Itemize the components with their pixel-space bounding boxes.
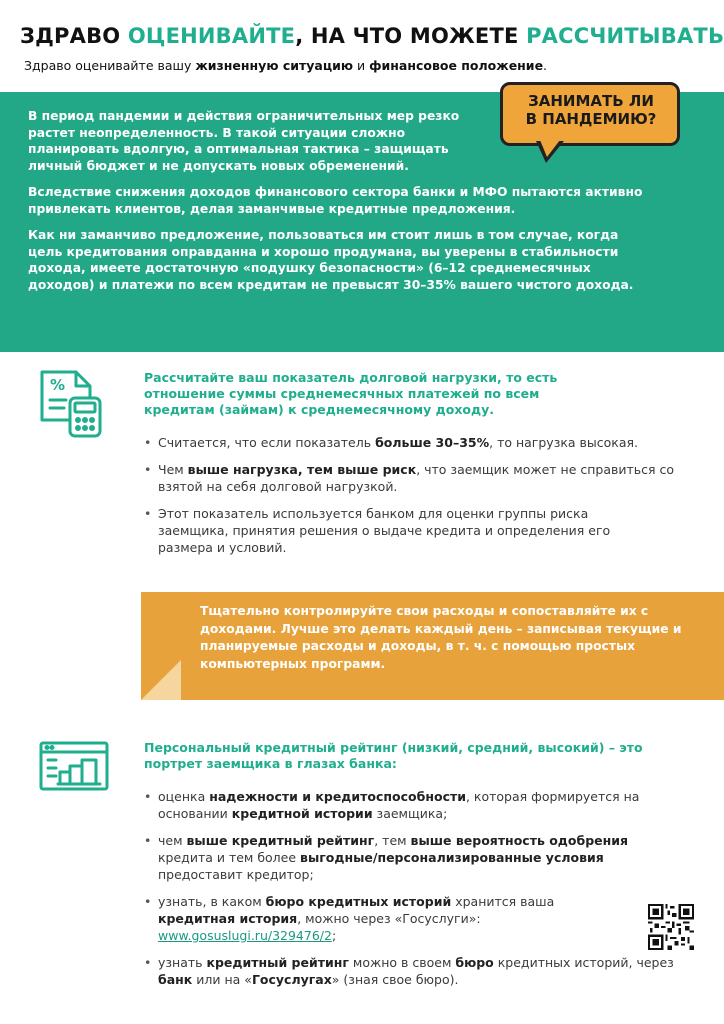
bullet-bold: выше кредитный рейтинг — [186, 833, 375, 848]
debt-bullet-list — [144, 434, 684, 566]
bullet-text: , что заемщик может не справиться со взятой на себя долговой нагрузкой. — [158, 462, 675, 494]
bullet-text: заемщика; — [372, 806, 448, 821]
subtitle-text: Здраво оценивайте вашу — [24, 58, 196, 73]
subtitle-bold: жизненную ситуацию — [195, 58, 354, 73]
svg-text:%: % — [50, 376, 66, 394]
speech-bubble-text — [506, 92, 676, 128]
bullet-bold: больше 30–35% — [375, 435, 490, 450]
bullet-bold: банк — [158, 972, 193, 987]
title-accent: ОЦЕНИВАЙТЕ — [127, 24, 296, 48]
bullet-bold: надежности и кредитоспособности — [209, 789, 466, 804]
rating-bullet-list — [144, 788, 684, 998]
bullet-bold: выгодные/персонализированные условия — [300, 850, 604, 865]
bullet-text: узнать, в каком — [158, 894, 266, 909]
bullet-bold: бюро кредитных историй — [265, 894, 452, 909]
bullet-text: чем — [158, 833, 187, 848]
title-part: , НА ЧТО МОЖЕТЕ — [295, 24, 527, 48]
bullet-bold: Госуслугах — [251, 972, 332, 987]
bullet-text: » (зная свое бюро). — [331, 972, 459, 987]
bullet-text: Этот показатель используется банком для оценки группы риска заемщика, принятия решения о выдаче кредита и определения его размера и условий. — [158, 506, 611, 555]
list-item — [144, 954, 684, 988]
subtitle-text: и — [353, 58, 370, 73]
bullet-bold: бюро — [455, 955, 494, 970]
bullet-text: Считается, что если показатель — [158, 435, 376, 450]
bullet-text: кредита и тем более — [158, 850, 301, 865]
qr-code-icon[interactable] — [648, 904, 694, 950]
bullet-text: или на « — [192, 972, 252, 987]
bullet-bold: выше нагрузка, тем выше риск — [187, 462, 417, 477]
list-item — [144, 434, 684, 451]
rating-section-heading: Персональный кредитный рейтинг (низкий, средний, высокий) – это портрет заемщика в глазах банка: — [144, 740, 643, 771]
intro-paragraph-1: В период пандемии и действия ограничительных мер резко растет неопределенность. В такой ситуации сложно планировать вдолгую, а оптимальная тактика – защищать личный бюджет и не допускать новых обременений. — [28, 109, 460, 173]
bullet-bold: кредитной истории — [231, 806, 373, 821]
tip-panel-fold — [141, 660, 181, 700]
subtitle-text: . — [543, 58, 548, 73]
bullet-bold: кредитная история — [158, 911, 298, 926]
debt-section-heading: Рассчитайте ваш показатель долговой нагрузки, то есть отношение суммы среднемесячных платежей по всем кредитам (займам) к среднемесячному доходу. — [144, 370, 558, 417]
list-item — [144, 788, 644, 822]
list-item — [144, 461, 684, 495]
bullet-text: , то нагрузка высокая. — [489, 435, 638, 450]
calculator-document-icon — [38, 368, 110, 440]
page-title — [20, 24, 724, 48]
bullet-text: предоставит кредитор; — [158, 867, 314, 882]
subtitle-bold: финансовое положение — [369, 58, 544, 73]
bullet-text: можно в своем — [348, 955, 456, 970]
list-item — [144, 893, 604, 944]
bullet-text: , можно через «Госуслуги»: — [297, 911, 481, 926]
bullet-bold: кредитный рейтинг — [206, 955, 349, 970]
bullet-text: , тем — [374, 833, 411, 848]
bullet-text: хранится ваша — [451, 894, 555, 909]
title-part: ЗДРАВО — [20, 24, 128, 48]
tip-text: Тщательно контролируйте свои расходы и сопоставляйте их с доходами. Лучше это делать каждый день – записывая текущие и планируемые расходы и доходы, в т. ч. с помощью простых компьютерных программ. — [200, 604, 682, 671]
title-accent: РАССЧИТЫВАТЬ — [526, 24, 724, 48]
bubble-line: ЗАНИМАТЬ ЛИ — [528, 92, 654, 110]
bullet-text: оценка — [158, 789, 210, 804]
bullet-text: узнать — [158, 955, 207, 970]
list-item — [144, 832, 684, 883]
intro-paragraph-2: Вследствие снижения доходов финансового сектора банки и МФО пытаются активно привлекать клиентов, делая заманчивые кредитные предложения. — [28, 185, 643, 216]
bullet-text: кредитных историй, через — [493, 955, 674, 970]
bullet-text: Чем — [158, 462, 188, 477]
bullet-bold: выше вероятность одобрения — [410, 833, 629, 848]
speech-bubble-tail-fill — [540, 140, 560, 157]
page-subtitle — [24, 58, 547, 73]
bullet-text: , которая формируется на основании — [158, 789, 640, 821]
bar-chart-window-icon — [38, 740, 110, 792]
bullet-text: ; — [331, 928, 337, 943]
bubble-line: В ПАНДЕМИЮ? — [525, 110, 657, 128]
list-item — [144, 505, 644, 556]
gosuslugi-link[interactable]: www.gosuslugi.ru/329476/2 — [158, 928, 332, 943]
intro-paragraph-3: Как ни заманчиво предложение, пользоваться им стоит лишь в том случае, когда цель кредитования оправданна и хорошо продумана, вы уверены в стабильности дохода, имеете достаточную «подушку безопасности» (6–12 среднемесячных доходов) и платежи по всем кредитам не превысят 30–35% вашего чистого дохода. — [28, 228, 634, 292]
